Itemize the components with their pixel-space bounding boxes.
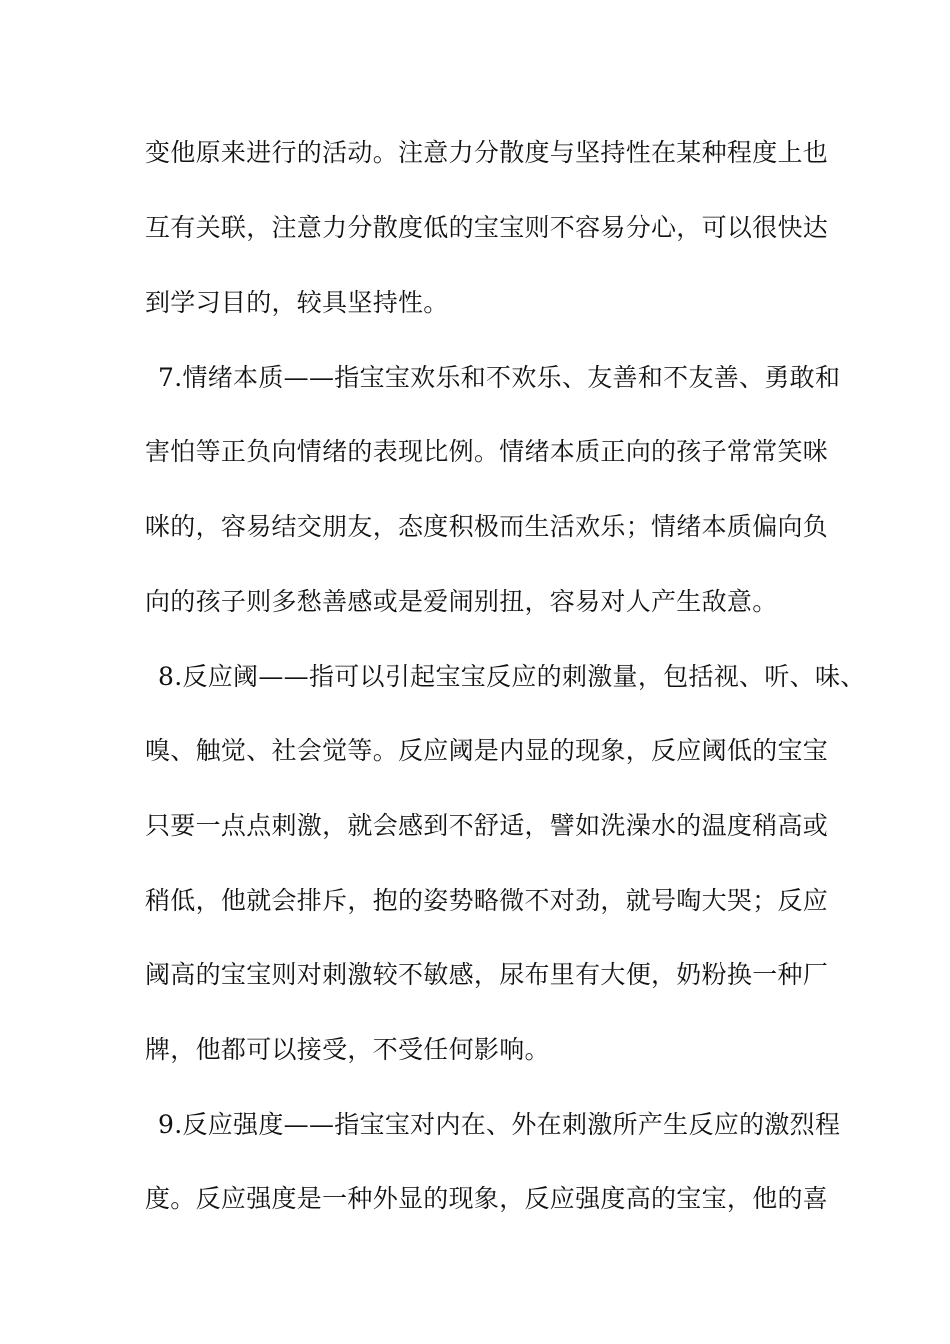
- text-line: 度。反应强度是一种外显的现象，反应强度高的宝宝，他的喜: [145, 1184, 829, 1213]
- text-line: 稍低，他就会排斥，抱的姿势略微不对劲，就号啕大哭；反应: [145, 886, 829, 915]
- text-line: 咪的，容易结交朋友，态度积极而生活欢乐；情绪本质偏向负: [145, 512, 829, 541]
- text-line: 互有关联，注意力分散度低的宝宝则不容易分心，可以很快达: [145, 213, 829, 242]
- text-line: 向的孩子则多愁善感或是爱闹别扭，容易对人产生敌意。: [145, 587, 778, 616]
- text-line: 嗅、触觉、社会觉等。反应阈是内显的现象，反应阈低的宝宝: [145, 736, 829, 765]
- section-7-heading-line: 7.情绪本质——指宝宝欢乐和不欢乐、友善和不友善、勇敢和: [158, 363, 841, 392]
- text-line: 害怕等正负向情绪的表现比例。情绪本质正向的孩子常常笑咪: [145, 437, 829, 466]
- text-line: 到学习目的，较具坚持性。: [145, 288, 449, 317]
- text-line: 牌，他都可以接受，不受任何影响。: [145, 1035, 550, 1064]
- section-8-heading-line: 8.反应阈——指可以引起宝宝反应的刺激量，包括视、听、味、: [158, 662, 866, 691]
- text-line: 只要一点点刺激，就会感到不舒适，譬如洗澡水的温度稍高或: [145, 811, 829, 840]
- text-line: 阈高的宝宝则对刺激较不敏感，尿布里有大便，奶粉换一种厂: [145, 960, 829, 989]
- section-9-heading-line: 9.反应强度——指宝宝对内在、外在刺激所产生反应的激烈程: [158, 1110, 841, 1139]
- text-line: 变他原来进行的活动。注意力分散度与坚持性在某种程度上也: [145, 138, 829, 167]
